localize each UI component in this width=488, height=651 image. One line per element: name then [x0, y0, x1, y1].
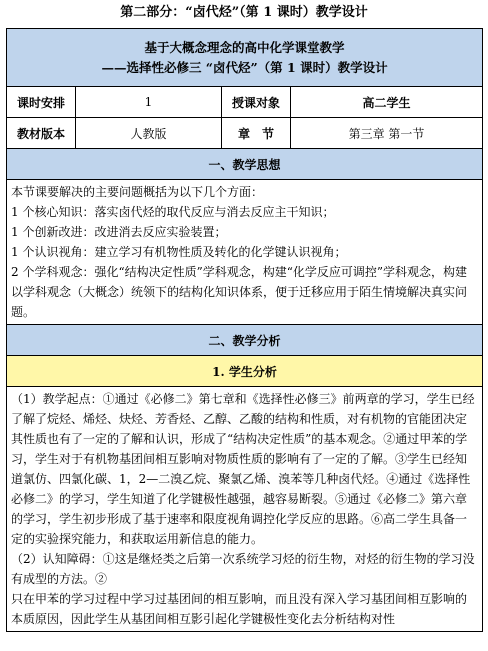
edition-row [7, 118, 483, 149]
section2-body [7, 387, 483, 632]
sub-title: ——选择性必修三 “卤代烃”（第 1 课时）教学设计 [101, 59, 388, 75]
student-analysis-heading: 1. 学生分析 [7, 356, 483, 387]
schedule-row [7, 87, 483, 118]
section2-heading: 二、教学分析 [7, 325, 483, 356]
page-title: 第二部分：“卤代烃”（第 1 课时）教学设计 [120, 5, 368, 20]
section1-heading: 一、教学思想 [7, 149, 483, 180]
student-analysis-heading-row [7, 356, 483, 387]
section1-line: 1 个核心知识：落实卤代烃的取代反应与消去反应主干知识； [11, 205, 335, 219]
main-title: 基于大概念理念的高中化学课堂教学 [144, 39, 345, 55]
analysis-paragraph: 只在甲苯的学习过程中学习过基团间的相互影响，而且没有深入学习基团间相互影响的本质原因，因此学生从基团间相互影引起化学键极性变化去分析结构对性 [11, 592, 468, 626]
section1-body-row [7, 180, 483, 325]
section1-line: 2 个学科观念：强化“结构决定性质”学科观念，构建“化学反应可调控”学科观念，构建以学科观念（大概念）统领下的结构化知识体系，便于迁移应用于陌生情境解决真实问题。 [11, 265, 468, 319]
edition-value: 人教版 [76, 118, 222, 149]
title-cell [7, 29, 483, 87]
section1-body [7, 180, 483, 325]
audience-label: 授课对象 [222, 87, 291, 118]
section1-line: 1 个创新改进：改进消去反应实验装置； [11, 225, 227, 239]
schedule-label: 课时安排 [7, 87, 76, 118]
section2-heading-row [7, 325, 483, 356]
audience-value: 高二学生 [291, 87, 483, 118]
edition-label: 教材版本 [7, 118, 76, 149]
chapter-value: 第三章 第一节 [291, 118, 483, 149]
title-row [7, 29, 483, 87]
schedule-value: 1 [76, 87, 222, 118]
section1-line: 本节课要解决的主要问题概括为以下几个方面： [11, 185, 264, 199]
chapter-label: 章 节 [222, 118, 291, 149]
analysis-paragraph: （2）认知障碍：①这是继烃类之后第一次系统学习烃的衍生物，对烃的衍生物的学习没有成型的方法。② [11, 552, 475, 586]
analysis-paragraph: （1）教学起点：①通过《必修二》第七章和《选择性必修三》前两章的学习，学生已经了解了烷烃、烯烃、炔烃、芳香烃、乙醇、乙酸的结构和性质，对有机物的官能团决定其性质也有了一定的了解和认识，形成了“结构决定性质”的基本观念。②通过甲苯的学习，学生对于有机物基团间相互影响对物质性质的影响有了一定的了解。③学生已经知道氯仿、四氯化碳、1，2—二溴乙烷、聚氯乙烯、溴苯等几种卤代烃。④通过《选择性必修二》的学习，学生知道了化学键极性越强，越容易断裂。⑤通过《必修二》第六章的学习，学生初步形成了基于速率和限度视角调控化学反应的思路。⑥高二学生具备一定的实验探究能力，和获取运用新信息的能力。 [11, 392, 475, 546]
section2-body-row [7, 387, 483, 632]
lesson-plan-table [6, 28, 483, 632]
section1-line: 1 个认识视角：建立学习有机物性质及转化的化学键认识视角； [11, 245, 347, 259]
section1-heading-row [7, 149, 483, 180]
